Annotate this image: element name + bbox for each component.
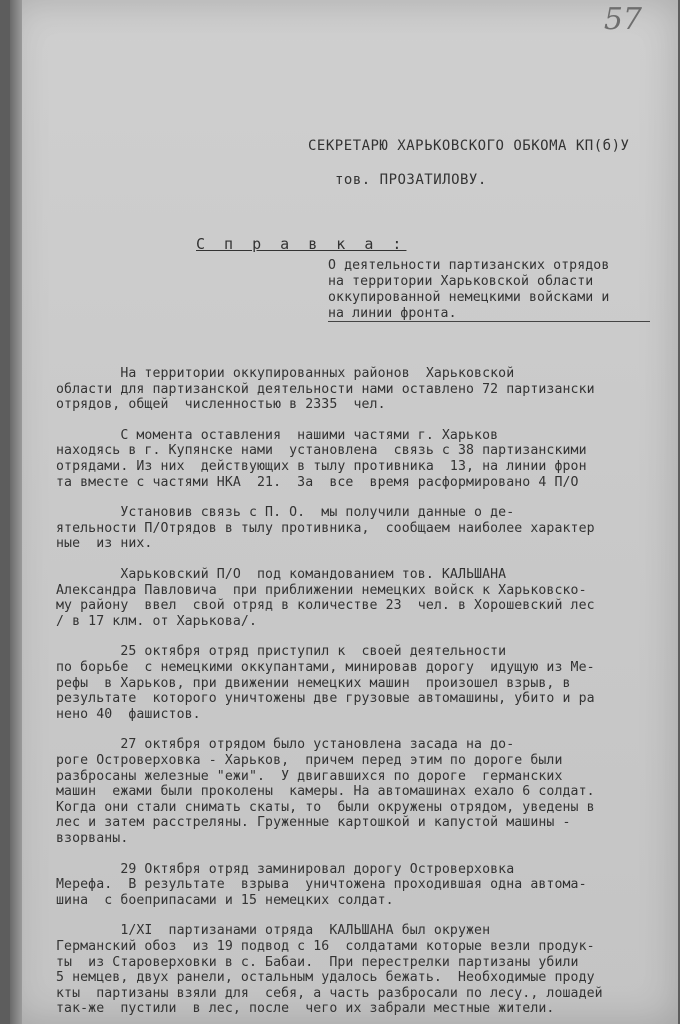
subject-line: оккупированной немецкими войсками и — [328, 290, 610, 305]
body-line: 1/XI партизанами отряда КАЛЬШАНА был окружен — [56, 923, 491, 939]
subject-line: на территории Харьковской области — [328, 274, 594, 289]
body-line: С момента оставления нашими частями г. Харьков — [56, 427, 499, 443]
body-line: Мерефа. В результате взрыва уничтожена проходившая одна автома- — [56, 877, 587, 893]
body-line: 27 октября отрядом было установлена засада на до- — [56, 737, 515, 753]
body-line: рефы в Харьков, при движении немецких машин произошел взрыв, в — [56, 675, 571, 691]
subject-line: на линии фронта. — [328, 306, 457, 321]
body-line: по борьбе с немецкими оккупантами, минировав дорогу идущую из Ме- — [56, 660, 595, 675]
page-number: 57 — [603, 2, 642, 37]
body-line: так-же пустили в лес, после чего их забрали местные жители. — [56, 1001, 555, 1017]
body-line: та вместе с частями НКА 21. За все время расформировано 4 П/О — [56, 474, 579, 490]
body-line: отрядов, общей численностью в 2335 чел. — [56, 397, 386, 413]
body-line: разбросаны железные "ежи". У двигавшихся по дороге германских — [56, 768, 563, 784]
document-page — [10, 0, 678, 1024]
body-line: Германский обоз из 19 подвод с 16 солдатами которые везли продук- — [56, 939, 595, 954]
body-line: роге Островерховка - Харьков, причем перед этим по дороге были — [56, 753, 563, 768]
body-line: ные из них. — [56, 536, 153, 552]
addressee-line-2: тов. ПРОЗАТИЛОВУ. — [335, 172, 487, 188]
body-line: отрядами. Из них действующих в тылу противника 13, на линии фрон — [56, 459, 587, 474]
body-line: Харьковский П/О под командованием тов. КАЛЬШАНА — [56, 567, 507, 582]
body-line: шина с боеприпасами и 15 немецких солдат. — [56, 892, 394, 908]
subject-underline — [328, 321, 650, 322]
subject-line: О деятельности партизанских отрядов — [328, 258, 610, 273]
body-line: результате которого уничтожены две грузовые автомашины, убито и ра — [56, 691, 595, 707]
body-line: нено 40 фашистов. — [56, 706, 201, 722]
scan-edge — [10, 0, 22, 1024]
body-line: ятельности П/Отрядов в тылу противника, сообщаем наиболее характер — [56, 520, 595, 536]
body-line: 5 немцев, двух ранели, остальным удалось бежать. Необходимые проду — [56, 970, 595, 986]
document-title: С п р а в к а : — [196, 235, 407, 253]
addressee-line-1: СЕКРЕТАРЮ ХАРЬКОВСКОГО ОБКОМА КП(б)У — [308, 138, 630, 154]
body-line: машин ежами были проколены камеры. На автомашинах ехало 6 солдат. — [56, 784, 595, 800]
body-line: ты из Староверховки в с. Бабаи. При перестрелки партизаны убили — [56, 954, 579, 970]
body-line: 25 октября отряд приступил к своей деятельности — [56, 644, 507, 660]
body-line: находясь в г. Купянске нами установлена связь с 38 партизанскими — [56, 443, 587, 459]
body-line: Установив связь с П. О. мы получили данные о де- — [56, 505, 515, 521]
body-line: Александра Павловича при приближении немецких войск к Харьковско- — [56, 582, 587, 598]
body-line: кты партизаны взяли для себя, а часть разбросали по лесу., лошадей — [56, 985, 603, 1001]
body-line: На территории оккупированных районов Харьковской — [56, 366, 515, 381]
body-line: 29 Октября отряд заминировал дорогу Островерховка — [56, 861, 515, 877]
body-line: лес и затем расстреляны. Груженные картошкой и капустой машины - — [56, 815, 571, 831]
body-line: / в 17 клм. от Харькова/. — [56, 613, 257, 629]
body-line: му району ввел свой отряд в количестве 23 чел. в Хорошевский лес — [56, 598, 595, 614]
body-line: Когда они стали снимать скаты, то были окружены отрядом, уведены в — [56, 799, 595, 815]
body-line: взорваны. — [56, 831, 129, 846]
body-line: области для партизанской деятельности нами оставлено 72 партизански — [56, 381, 595, 397]
